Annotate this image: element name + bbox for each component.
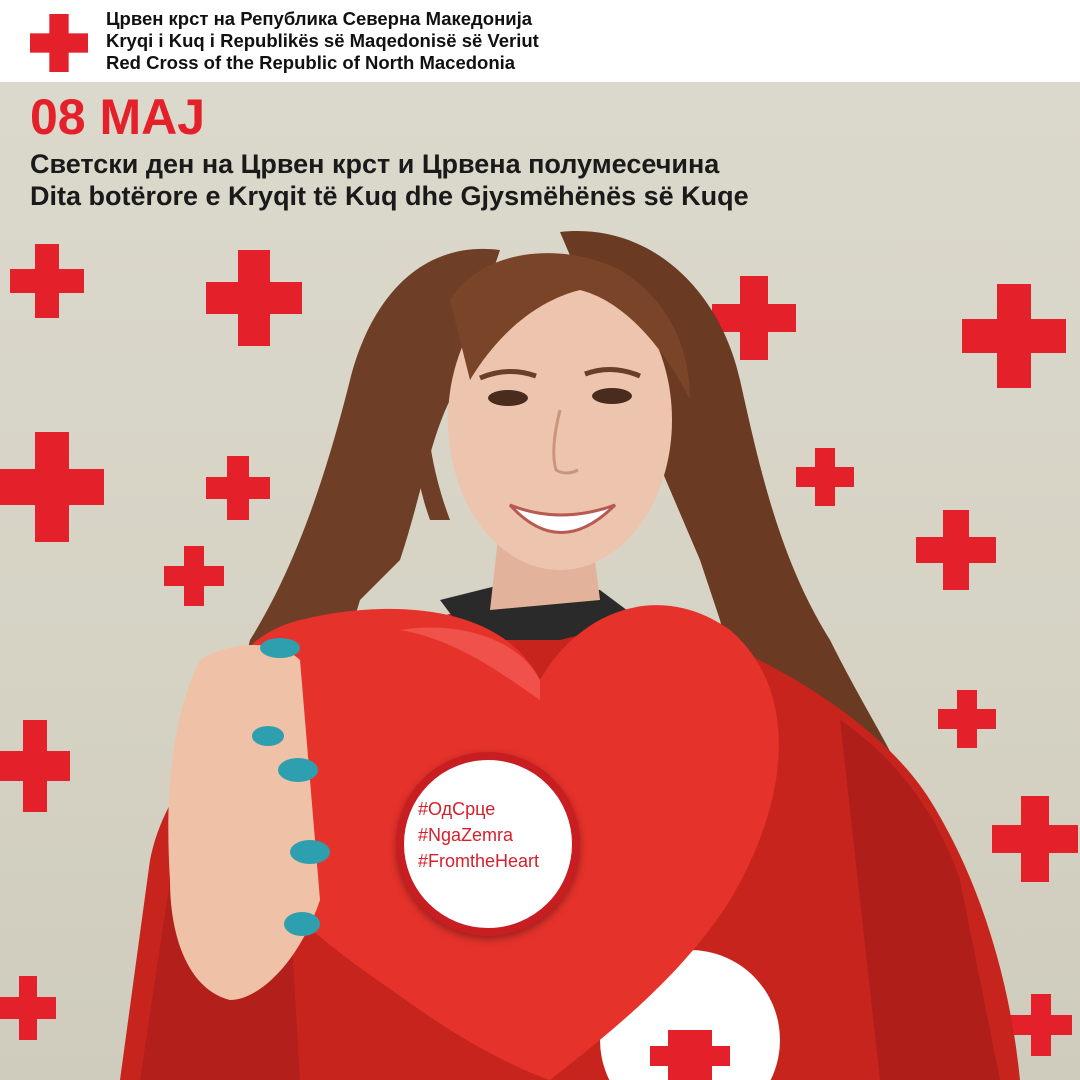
organization-names: [106, 8, 539, 74]
org-name-albanian: Kryqi i Kuq i Republikës së Maqedonisë së Veriut: [106, 30, 539, 51]
org-name-english: Red Cross of the Republic of North Macedonia: [106, 52, 516, 73]
red-cross-icon: [30, 14, 88, 72]
hashtag-mk: #ОдСрце: [418, 799, 496, 819]
event-title-albanian: Dita botërore e Kryqit të Kuq dhe Gjysmëhënës së Kuqe: [30, 181, 749, 211]
hashtag-badge: [396, 752, 580, 936]
hashtag-en: #FromtheHeart: [418, 851, 540, 871]
hashtag-list: [404, 796, 572, 874]
event-title-macedonian: Светски ден на Црвен крст и Црвена полумесечина: [30, 149, 720, 179]
org-name-macedonian: Црвен крст на Република Северна Македонија: [106, 8, 533, 29]
header-bar: [0, 0, 1080, 82]
hashtag-sq: #NgaZemra: [418, 825, 514, 845]
event-date: 08 MAJ: [30, 89, 206, 145]
